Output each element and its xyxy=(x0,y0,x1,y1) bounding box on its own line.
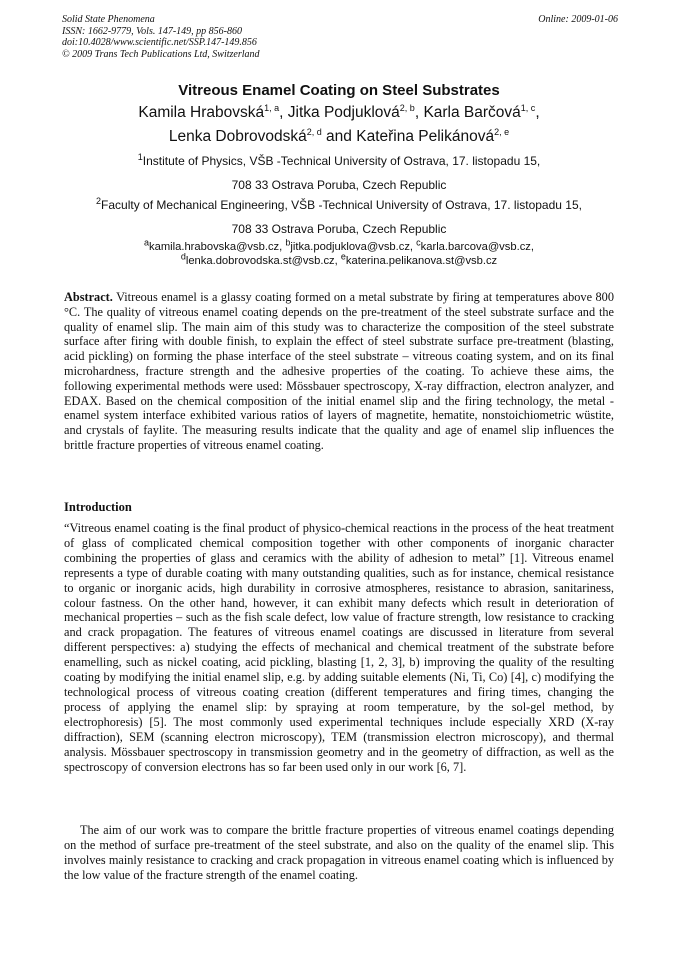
paper-title: Vitreous Enamel Coating on Steel Substrates xyxy=(178,82,500,99)
abstract-text: Vitreous enamel is a glassy coating formed on a metal substrate by firing at temperatures above 800 °C. The quality of vitreous enamel coating depends on the pre-treatment of the steel substrate surface and the quality of enamel slip. The main aim of this study was to characterize the composition of the steel substrate surface after firing with double finish, to explain the effect of steel substrate surface pre-treatment (blasting, acid pickling) on forming the phase interface of the steel substrate – vitreous coating system, and on its final microhardness, fracture strength and the adhesive properties of the coating. To achieve these aims, the following experimental methods were used: Mössbauer spectroscopy, X-ray diffraction, electron analyzer, and EDAX. Based on the chemical composition of the initial enamel slip and the firing technology, the metal - enamel system interface exhibited various ratios of layers of magnetite, hematite, nonstoichiometric wüstite, and crystals of faylite. The measuring results indicate that the quality and age of enamel slip influences the brittle fracture properties of vitreous enamel coating. xyxy=(64,290,614,452)
email-c[interactable]: karla.barcova@vsb.cz, xyxy=(420,241,534,253)
emails-line-1: $^a$kamila.hrabovska@vsb.cz, $^b$jitka.podjuklova@vsb.cz, $^c$karla.barcova@vsb.cz, xyxy=(144,237,534,253)
author-sup: 2, e xyxy=(494,126,510,137)
online-date: Online: 2009-01-06 xyxy=(538,14,618,25)
doi-line: doi:10.4028/www.scientific.net/SSP.147-149.856 xyxy=(62,37,257,48)
author-sep: , xyxy=(279,104,288,121)
abstract-label: Abstract. xyxy=(64,290,113,304)
author-sup: 1, c xyxy=(520,102,536,113)
author-name: Kamila Hrabovská xyxy=(138,104,265,121)
emails-line-2: $^d$lenka.dobrovodska.st@vsb.cz, $^e$katerina.pelikanova.st@vsb.cz xyxy=(180,251,498,267)
affiliation-text: Faculty of Mechanical Engineering, VŠB -Technical University of Ostrava, 17. listopadu 15, xyxy=(101,198,582,212)
journal-name: Solid State Phenomena xyxy=(62,14,155,25)
affiliation-sup: 2 xyxy=(96,196,102,206)
author-sup: 2, d xyxy=(306,126,322,137)
affiliation-text: Institute of Physics, VŠB -Technical University of Ostrava, 17. listopadu 15, xyxy=(142,154,541,168)
abstract xyxy=(64,290,614,453)
email-e[interactable]: katerina.pelikanova.st@vsb.cz xyxy=(345,255,498,267)
author-name: Karla Barčová xyxy=(423,104,521,121)
introduction-paragraph-1: “Vitreous enamel coating is the final product of physico-chemical reactions in the process of the heat treatment of glass of complicated chemical composition together with other components of inorganic character combining the properties of glass and ceramics with the ability of adhesion to metal” [1]. Vitreous enamel represents a type of durable coating with many outstanding qualities, such as for instance, chemical resistance to organic or inorganic acids, high durability in corrosive atmospheres, resistance to abrasion, sanitariness, colour fastness. On the other hand, however, it can exhibit many defects which result in deterioration of mechanical properties – such as the fish scale defect, low value of fracture strength, low resistance to cracking and crack propagation. The features of vitreous enamel coatings are discussed in literature from several different perspectives: a) studying the effects of mechanical and chemical treatment of the substrate before enamelling, such as nickel coating, acid pickling, blasting [1, 2, 3], b) improving the quality of the resulting coating by modifying the initial enamel slip, e.g. by adding suitable elements (Ni, Ti, Co) [4], c) modifying the technological process of vitreous coating creation (different temperatures and firing times, changing the process of applying the enamel slip: by spraying at room temperature, by the sol-gel method, by electrophoresis) [5]. The most commonly used experimental techniques include especially XRD (X-ray diffraction), SEM (scanning electron microscopy), TEM (transmission electron microscopy), and thermal analysis. Mössbauer spectroscopy in transmission geometry and in the geometry of diffraction, as well as the spectroscopy of conversion electrons has so far been used only in our work [6, 7]. xyxy=(64,521,614,774)
author-name: Jitka Podjuklová xyxy=(287,104,400,121)
journal-header xyxy=(62,14,618,60)
affiliation-2-line-2: 708 33 Ostrava Poruba, Czech Republic xyxy=(231,222,447,236)
author-sep: , xyxy=(535,104,540,121)
affiliation-1-line-1 xyxy=(0,154,678,168)
email-a[interactable]: kamila.hrabovska@vsb.cz, xyxy=(149,241,286,253)
author-sup: 1, a xyxy=(264,102,280,113)
author-name: Lenka Dobrovodská xyxy=(168,128,307,145)
affiliation-sup: 1 xyxy=(137,152,143,162)
affiliation-2-line-1 xyxy=(0,198,678,212)
author-name: Kateřina Pelikánová xyxy=(356,128,495,145)
issn-line: ISSN: 1662-9779, Vols. 147-149, pp 856-860 xyxy=(62,25,242,37)
author-sep: and xyxy=(321,128,357,145)
copyright-line: © 2009 Trans Tech Publications Ltd, Switzerland xyxy=(62,48,260,60)
authors-line-2 xyxy=(0,128,678,146)
affiliation-1-line-2: 708 33 Ostrava Poruba, Czech Republic xyxy=(231,178,447,192)
author-sep: , xyxy=(414,104,424,121)
introduction-heading: Introduction xyxy=(64,500,132,514)
email-d[interactable]: lenka.dobrovodska.st@vsb.cz, xyxy=(185,255,341,267)
author-sup: 2, b xyxy=(399,102,415,113)
introduction-paragraph-2: The aim of our work was to compare the brittle fracture properties of vitreous enamel coatings depending on the method of surface pre-treatment of the steel substrate, and also on the quality of the enamel slip. This involves mainly resistance to cracking and crack propagation in vitreous enamel coating which is influenced by the low value of the fracture strength of the enamel coating. xyxy=(64,823,614,882)
email-b[interactable]: jitka.podjuklova@vsb.cz, xyxy=(290,241,417,253)
authors-line-1 xyxy=(0,104,678,122)
